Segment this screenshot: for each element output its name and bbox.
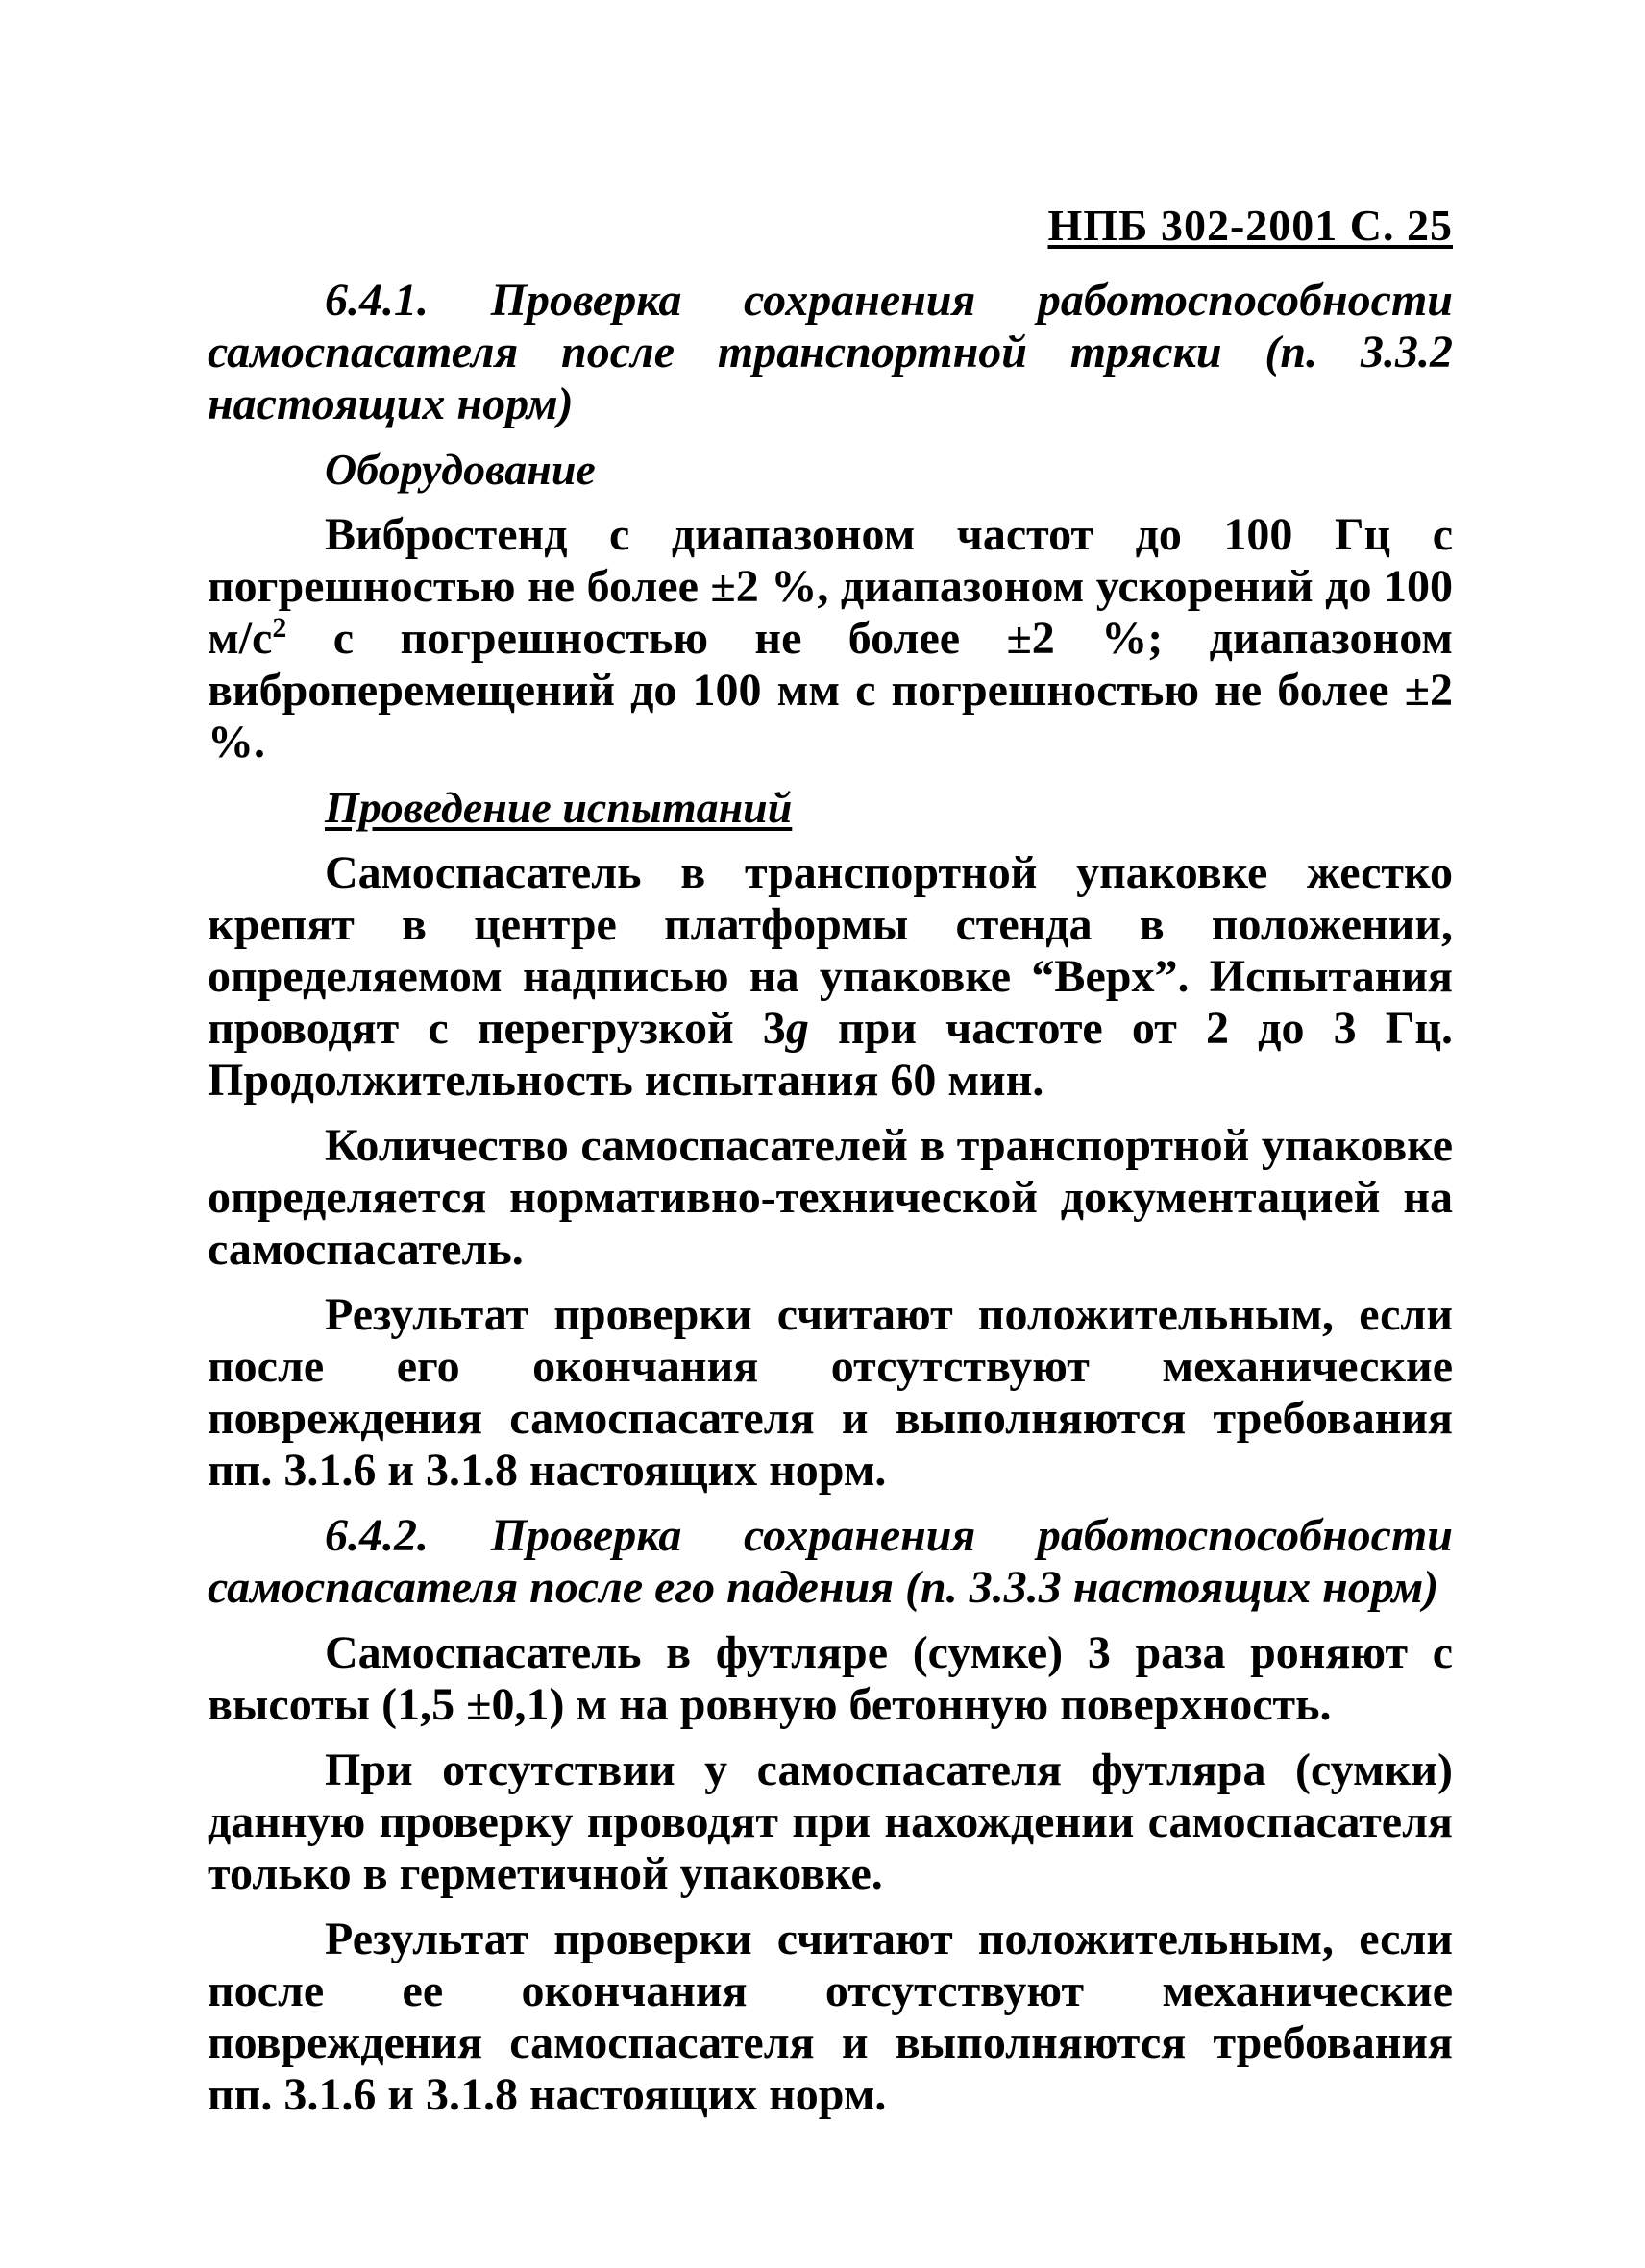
- equipment-text-part2: с погрешностью не более ±2 %; диапазоном виброперемещений до 100 мм с погрешностью не более ±2 %.: [208, 613, 1453, 768]
- section-6-4-2-title: 6.4.2. Проверка сохранения работоспособности самоспасателя после его падения (п. 3.3.3 настоящих норм): [208, 1510, 1453, 1613]
- testing-paragraph: [208, 847, 1453, 1107]
- equipment-heading: Оборудование: [325, 445, 596, 494]
- equipment-paragraph: [208, 509, 1453, 768]
- testing-heading: Проведение испытаний: [325, 783, 793, 832]
- equipment-text-part1: Вибростенд с диапазоном частот до 100 Гц с погрешностью не более ±2 %, диапазоном ускорений до 100 м/с: [208, 509, 1453, 664]
- testing-text-g: g: [785, 1003, 809, 1054]
- section-6-4-1-title: 6.4.1. Проверка сохранения работоспособности самоспасателя после транспортной тряски (п. 3.3.2 настоящих норм): [208, 275, 1453, 429]
- no-case-paragraph: При отсутствии у самоспасателя футляра (сумки) данную проверку проводят при нахождении самоспасателя только в герметичной упаковке.: [208, 1744, 1453, 1899]
- page-content: [208, 275, 1453, 2134]
- drop-paragraph: Самоспасатель в футляре (сумке) 3 раза роняют с высоты (1,5 ±0,1) м на ровную бетонную поверхность.: [208, 1627, 1453, 1730]
- running-head: НПБ 302-2001 С. 25: [1047, 201, 1453, 250]
- testing-heading-wrap: [208, 782, 1453, 834]
- document-page: [208, 0, 1453, 2268]
- equipment-superscript: 2: [272, 612, 287, 644]
- testing-text-part2: при частоте от 2 до 3 Гц. Продолжительность испытания 60 мин.: [208, 1003, 1454, 1106]
- result-paragraph-641: Результат проверки считают положительным, если после его окончания отсутствуют механические повреждения самоспасателя и выполняются требования пп. 3.1.6 и 3.1.8 настоящих норм.: [208, 1289, 1453, 1496]
- testing-text-part1: Самоспасатель в транспортной упаковке жестко крепят в центре платформы стенда в положении, определяемом надписью на упаковке “Верх”. Испытания проводят с перегрузкой 3: [208, 847, 1453, 1054]
- result-paragraph-642: Результат проверки считают положительным, если после ее окончания отсутствуют механические повреждения самоспасателя и выполняются требования пп. 3.1.6 и 3.1.8 настоящих норм.: [208, 1914, 1453, 2120]
- quantity-paragraph: Количество самоспасателей в транспортной упаковке определяется нормативно-технической документацией на самоспасатель.: [208, 1120, 1453, 1275]
